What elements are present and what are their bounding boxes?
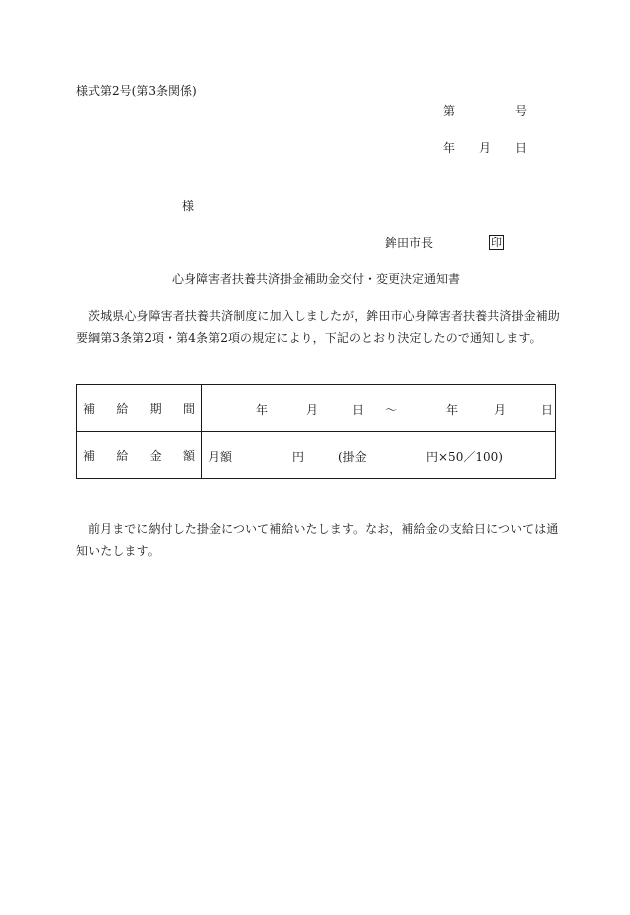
date-year-label: 年 [443,141,456,155]
period-start-day: 日 [352,403,365,417]
label-char: 給 [116,448,129,463]
body-paragraph [76,305,560,349]
period-value-cell [202,385,556,432]
doc-number-prefix: 第 [443,104,456,118]
period-range-separator: ～ [385,403,398,417]
issuer-seal [489,235,504,250]
label-char: 補 [83,448,96,463]
label-char: 補 [83,401,96,416]
amount-label-cell [77,432,202,479]
label-char: 間 [182,401,195,416]
amount-label [77,447,201,464]
amount-monthly-label: 月額 [208,450,233,464]
amount-premium-open: (掛金 [338,450,367,464]
body-line-1: 茨城県心身障害者扶養共済制度に加入しましたが，鉾田市心身障害者扶養共済掛金補助 [88,309,560,323]
period-start-month: 月 [306,403,319,417]
footer-paragraph [76,518,559,562]
doc-number-suffix: 号 [515,104,528,118]
footer-line-1: 前月までに納付した掛金について補給いたします。なお，補給金の支給日については通 [88,522,559,536]
period-label-cell [77,385,202,432]
period-start-year: 年 [256,403,269,417]
subsidy-table [76,384,556,479]
period-label [77,400,201,417]
issuer-name: 鉾田市長 [385,236,434,250]
period-end-year: 年 [446,403,459,417]
period-end-day: 日 [541,403,554,417]
form-number: 様式第2号(第3条関係) [76,84,197,98]
addressee-honorific: 様 [182,199,195,213]
label-char: 給 [116,401,129,416]
label-char: 期 [149,401,162,416]
body-line-2: 要綱第3条第2項・第4条第2項の規定により，下記のとおり決定したので通知します。 [76,331,542,345]
label-char: 額 [182,448,195,463]
date-month-label: 月 [479,141,492,155]
amount-yen: 円 [292,450,305,464]
table-row-amount [77,432,556,479]
label-char: 金 [149,448,162,463]
table-row-period [77,385,556,432]
document-title: 心身障害者扶養共済掛金補助金交付・変更決定通知書 [172,272,461,286]
amount-formula: 円×50／100) [426,450,503,464]
date-day-label: 日 [515,141,528,155]
footer-line-2: 知いたします。 [76,544,160,558]
period-end-month: 月 [494,403,507,417]
amount-value-cell [202,432,556,479]
seal-mark: 印 [491,236,502,249]
